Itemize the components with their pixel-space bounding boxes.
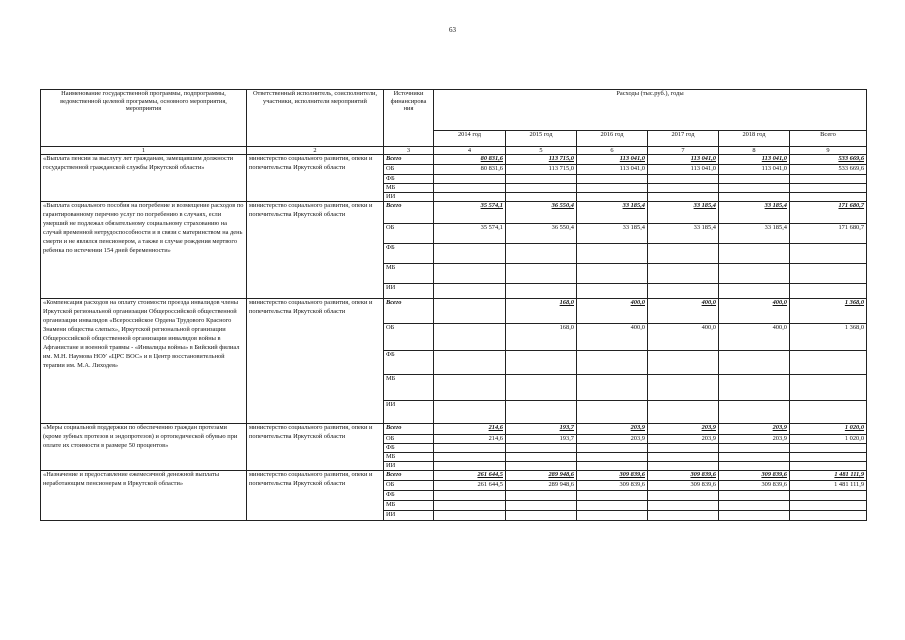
empty-amount bbox=[790, 193, 867, 202]
empty-amount bbox=[434, 462, 506, 471]
funding-source: МБ bbox=[384, 501, 434, 511]
table-row bbox=[41, 299, 867, 324]
total-amount: 309 839,6 bbox=[577, 471, 648, 481]
total-amount: 35 574,1 bbox=[434, 202, 506, 224]
table-row bbox=[41, 471, 867, 481]
empty-amount bbox=[577, 244, 648, 264]
empty-amount bbox=[648, 453, 719, 462]
regional-budget-amount: 113 041,0 bbox=[648, 165, 719, 175]
funding-source: Всего bbox=[384, 299, 434, 324]
regional-budget-amount: 1 368,0 bbox=[790, 324, 867, 351]
header-responsible: Ответственный исполнитель, соисполнители, участники, исполнители мероприятий bbox=[247, 90, 384, 147]
empty-amount bbox=[719, 501, 790, 511]
empty-amount bbox=[506, 453, 577, 462]
empty-amount bbox=[790, 453, 867, 462]
empty-amount bbox=[434, 444, 506, 453]
regional-budget-amount: 533 669,6 bbox=[790, 165, 867, 175]
regional-budget-amount: 309 839,6 bbox=[577, 481, 648, 491]
empty-amount bbox=[434, 184, 506, 193]
total-amount: 193,7 bbox=[506, 424, 577, 435]
empty-amount bbox=[577, 193, 648, 202]
empty-amount bbox=[790, 375, 867, 401]
total-amount: 400,0 bbox=[577, 299, 648, 324]
funding-source: ОБ bbox=[384, 481, 434, 491]
empty-amount bbox=[790, 264, 867, 284]
empty-amount bbox=[434, 244, 506, 264]
empty-amount bbox=[434, 264, 506, 284]
empty-amount bbox=[506, 175, 577, 184]
regional-budget-amount: 400,0 bbox=[577, 324, 648, 351]
activity-name: «Компенсация расходов на оплату стоимости проезда инвалидов члены Иркутской региональной организации Общероссийской общественной организации инвалидов «Всероссийское Ордена Трудового Красного Знамени общества слепых», Иркутской региональной организации Общероссийской общественной организации инвалидов войны в Афганистане и военной травмы - «Инвалиды войны» в Бийский филиал им. М.Н. Наумова НОУ «ЦРС ВОС» и в Центр восстановительной терапии им. М.А. Лиходея» bbox=[41, 299, 247, 424]
empty-amount bbox=[577, 264, 648, 284]
empty-amount bbox=[506, 184, 577, 193]
total-amount: 171 680,7 bbox=[790, 202, 867, 224]
empty-amount bbox=[648, 351, 719, 375]
empty-amount bbox=[577, 284, 648, 299]
empty-amount bbox=[648, 501, 719, 511]
total-amount: 168,0 bbox=[506, 299, 577, 324]
empty-amount bbox=[719, 264, 790, 284]
empty-amount bbox=[719, 184, 790, 193]
funding-source: МБ bbox=[384, 375, 434, 401]
header-program: Наименование государственной программы, подпрограммы, ведомственной целевой программы, основного мероприятия, мероприятия bbox=[41, 90, 247, 147]
empty-amount bbox=[719, 193, 790, 202]
empty-amount bbox=[648, 175, 719, 184]
total-amount: 203,9 bbox=[648, 424, 719, 435]
empty-amount bbox=[648, 401, 719, 424]
empty-amount bbox=[648, 184, 719, 193]
header-year: 2015 год bbox=[506, 131, 577, 147]
empty-amount bbox=[719, 244, 790, 264]
total-amount: 261 644,5 bbox=[434, 471, 506, 481]
total-amount: 203,9 bbox=[577, 424, 648, 435]
total-amount: 1 481 111,9 bbox=[790, 471, 867, 481]
funding-source: ФБ bbox=[384, 175, 434, 184]
total-amount: 113 041,0 bbox=[648, 155, 719, 165]
column-number: 4 bbox=[434, 147, 506, 155]
empty-amount bbox=[506, 511, 577, 521]
header-expenses: Расходы (тыс.руб.), годы bbox=[434, 90, 867, 131]
header-year: 2018 год bbox=[719, 131, 790, 147]
empty-amount bbox=[434, 511, 506, 521]
empty-amount bbox=[434, 284, 506, 299]
empty-amount bbox=[648, 375, 719, 401]
empty-amount bbox=[648, 462, 719, 471]
activity-name: «Выплата пенсии за выслугу лет гражданам, замещавшим должности государственной гражданской службы Иркутской области» bbox=[41, 155, 247, 202]
regional-budget-amount: 203,9 bbox=[577, 435, 648, 444]
regional-budget-amount: 33 185,4 bbox=[648, 224, 719, 244]
regional-budget-amount: 171 680,7 bbox=[790, 224, 867, 244]
regional-budget-amount: 113 041,0 bbox=[577, 165, 648, 175]
empty-amount bbox=[434, 501, 506, 511]
header-sources: Источники финансирова ния bbox=[384, 90, 434, 147]
funding-source: ИИ bbox=[384, 193, 434, 202]
empty-amount bbox=[434, 453, 506, 462]
empty-amount bbox=[648, 264, 719, 284]
regional-budget-amount: 203,9 bbox=[648, 435, 719, 444]
empty-amount bbox=[434, 491, 506, 501]
column-number: 7 bbox=[648, 147, 719, 155]
empty-amount bbox=[506, 375, 577, 401]
empty-amount bbox=[506, 284, 577, 299]
responsible-executor: министерство социального развития, опеки и попечительства Иркутской области bbox=[247, 424, 384, 471]
regional-budget-amount: 1 020,0 bbox=[790, 435, 867, 444]
empty-amount bbox=[434, 193, 506, 202]
empty-amount bbox=[790, 444, 867, 453]
total-amount: 1 368,0 bbox=[790, 299, 867, 324]
regional-budget-amount: 203,9 bbox=[719, 435, 790, 444]
empty-amount bbox=[506, 501, 577, 511]
empty-amount bbox=[719, 401, 790, 424]
empty-amount bbox=[506, 244, 577, 264]
empty-amount bbox=[577, 375, 648, 401]
total-amount: 400,0 bbox=[648, 299, 719, 324]
total-amount: 113 041,0 bbox=[719, 155, 790, 165]
empty-amount bbox=[577, 175, 648, 184]
empty-amount bbox=[434, 401, 506, 424]
regional-budget-amount: 1 481 111,9 bbox=[790, 481, 867, 491]
total-amount: 36 550,4 bbox=[506, 202, 577, 224]
empty-amount bbox=[648, 284, 719, 299]
funding-source: ИИ bbox=[384, 284, 434, 299]
empty-amount bbox=[506, 401, 577, 424]
funding-source: ФБ bbox=[384, 444, 434, 453]
regional-budget-amount: 33 185,4 bbox=[719, 224, 790, 244]
funding-source: ОБ bbox=[384, 324, 434, 351]
regional-budget-amount: 261 644,5 bbox=[434, 481, 506, 491]
empty-amount bbox=[434, 375, 506, 401]
total-amount: 214,6 bbox=[434, 424, 506, 435]
empty-amount bbox=[577, 184, 648, 193]
total-amount: 400,0 bbox=[719, 299, 790, 324]
column-number: 5 bbox=[506, 147, 577, 155]
empty-amount bbox=[719, 511, 790, 521]
regional-budget-amount: 214,6 bbox=[434, 435, 506, 444]
empty-amount bbox=[719, 284, 790, 299]
empty-amount bbox=[790, 462, 867, 471]
total-amount: 33 185,4 bbox=[719, 202, 790, 224]
funding-source: ФБ bbox=[384, 491, 434, 501]
empty-amount bbox=[506, 193, 577, 202]
table-row bbox=[41, 424, 867, 435]
regional-budget-amount: 35 574,1 bbox=[434, 224, 506, 244]
empty-amount bbox=[434, 175, 506, 184]
header-total: Всего bbox=[790, 131, 867, 147]
empty-amount bbox=[506, 351, 577, 375]
responsible-executor: министерство социального развития, опеки и попечительства Иркутской области bbox=[247, 202, 384, 299]
empty-amount bbox=[790, 175, 867, 184]
funding-source: МБ bbox=[384, 264, 434, 284]
regional-budget-amount: 113 041,0 bbox=[719, 165, 790, 175]
total-amount: 33 185,4 bbox=[648, 202, 719, 224]
regional-budget-amount: 400,0 bbox=[648, 324, 719, 351]
funding-source: ОБ bbox=[384, 435, 434, 444]
empty-amount bbox=[506, 444, 577, 453]
activity-name: «Выплата социального пособия на погребение и возмещение расходов по гарантированному перечню услуг по погребению в случаях, если умерший не подлежал обязательному социальному страхованию на случай временной нетрудоспособности и в связи с материнством на день смерти и не являлся пенсионером, а также в случае рождения мертвого ребенка по истечении 154 дней беременности» bbox=[41, 202, 247, 299]
empty-amount bbox=[648, 511, 719, 521]
empty-amount bbox=[577, 351, 648, 375]
empty-amount bbox=[790, 284, 867, 299]
empty-amount bbox=[719, 462, 790, 471]
funding-source: ИИ bbox=[384, 462, 434, 471]
empty-amount bbox=[719, 175, 790, 184]
total-amount: 113 715,0 bbox=[506, 155, 577, 165]
total-amount: 1 020,0 bbox=[790, 424, 867, 435]
activity-name: «Назначение и предоставление ежемесячной денежной выплаты неработающим пенсионерам в Иркутской области» bbox=[41, 471, 247, 521]
empty-amount bbox=[506, 491, 577, 501]
empty-amount bbox=[790, 184, 867, 193]
empty-amount bbox=[648, 491, 719, 501]
column-number: 3 bbox=[384, 147, 434, 155]
header-year: 2016 год bbox=[577, 131, 648, 147]
empty-amount bbox=[506, 264, 577, 284]
header-year: 2017 год bbox=[648, 131, 719, 147]
empty-amount bbox=[577, 453, 648, 462]
page-number: 63 bbox=[449, 26, 456, 34]
funding-source: Всего bbox=[384, 471, 434, 481]
empty-amount bbox=[577, 401, 648, 424]
column-number: 8 bbox=[719, 147, 790, 155]
total-amount: 309 839,6 bbox=[648, 471, 719, 481]
empty-amount bbox=[506, 462, 577, 471]
empty-amount bbox=[719, 491, 790, 501]
regional-budget-amount: 400,0 bbox=[719, 324, 790, 351]
column-number: 2 bbox=[247, 147, 384, 155]
empty-amount bbox=[577, 444, 648, 453]
funding-source: ИИ bbox=[384, 401, 434, 424]
empty-amount bbox=[790, 501, 867, 511]
funding-source: Всего bbox=[384, 202, 434, 224]
total-amount: 533 669,6 bbox=[790, 155, 867, 165]
total-amount: 203,9 bbox=[719, 424, 790, 435]
regional-budget-amount: 309 839,6 bbox=[648, 481, 719, 491]
funding-source: МБ bbox=[384, 453, 434, 462]
regional-budget-amount: 36 550,4 bbox=[506, 224, 577, 244]
total-amount bbox=[434, 299, 506, 324]
empty-amount bbox=[719, 453, 790, 462]
total-amount: 309 839,6 bbox=[719, 471, 790, 481]
funding-source: ФБ bbox=[384, 351, 434, 375]
empty-amount bbox=[790, 491, 867, 501]
funding-source: Всего bbox=[384, 155, 434, 165]
empty-amount bbox=[648, 193, 719, 202]
responsible-executor: министерство социального развития, опеки и попечительства Иркутской области bbox=[247, 299, 384, 424]
empty-amount bbox=[648, 244, 719, 264]
responsible-executor: министерство социального развития, опеки и попечительства Иркутской области bbox=[247, 155, 384, 202]
empty-amount bbox=[577, 491, 648, 501]
column-number: 9 bbox=[790, 147, 867, 155]
activity-name: «Меры социальной поддержки по обеспечению граждан протезами (кроме зубных протезов и эндопротезов) и ортопедической обувью при оплате их стоимости в размере 50 процентов» bbox=[41, 424, 247, 471]
table-row bbox=[41, 202, 867, 224]
regional-budget-amount: 193,7 bbox=[506, 435, 577, 444]
empty-amount bbox=[790, 244, 867, 264]
responsible-executor: министерство социального развития, опеки и попечительства Иркутской области bbox=[247, 471, 384, 521]
table-row bbox=[41, 155, 867, 165]
empty-amount bbox=[719, 444, 790, 453]
regional-budget-amount: 309 839,6 bbox=[719, 481, 790, 491]
total-amount: 113 041,0 bbox=[577, 155, 648, 165]
regional-budget-amount: 289 948,6 bbox=[506, 481, 577, 491]
empty-amount bbox=[719, 375, 790, 401]
column-number: 6 bbox=[577, 147, 648, 155]
regional-budget-amount: 80 831,6 bbox=[434, 165, 506, 175]
header-year: 2014 год bbox=[434, 131, 506, 147]
empty-amount bbox=[577, 462, 648, 471]
funding-source: Всего bbox=[384, 424, 434, 435]
funding-source: ОБ bbox=[384, 165, 434, 175]
regional-budget-amount: 113 715,0 bbox=[506, 165, 577, 175]
empty-amount bbox=[577, 501, 648, 511]
empty-amount bbox=[434, 351, 506, 375]
empty-amount bbox=[719, 351, 790, 375]
regional-budget-amount: 33 185,4 bbox=[577, 224, 648, 244]
regional-budget-amount bbox=[434, 324, 506, 351]
total-amount: 80 831,6 bbox=[434, 155, 506, 165]
funding-source: ФБ bbox=[384, 244, 434, 264]
empty-amount bbox=[648, 444, 719, 453]
total-amount: 33 185,4 bbox=[577, 202, 648, 224]
regional-budget-amount: 168,0 bbox=[506, 324, 577, 351]
empty-amount bbox=[790, 511, 867, 521]
funding-source: МБ bbox=[384, 184, 434, 193]
budget-table bbox=[40, 89, 867, 521]
empty-amount bbox=[577, 511, 648, 521]
total-amount: 289 948,6 bbox=[506, 471, 577, 481]
column-number: 1 bbox=[41, 147, 247, 155]
funding-source: ОБ bbox=[384, 224, 434, 244]
empty-amount bbox=[790, 351, 867, 375]
empty-amount bbox=[790, 401, 867, 424]
funding-source: ИИ bbox=[384, 511, 434, 521]
